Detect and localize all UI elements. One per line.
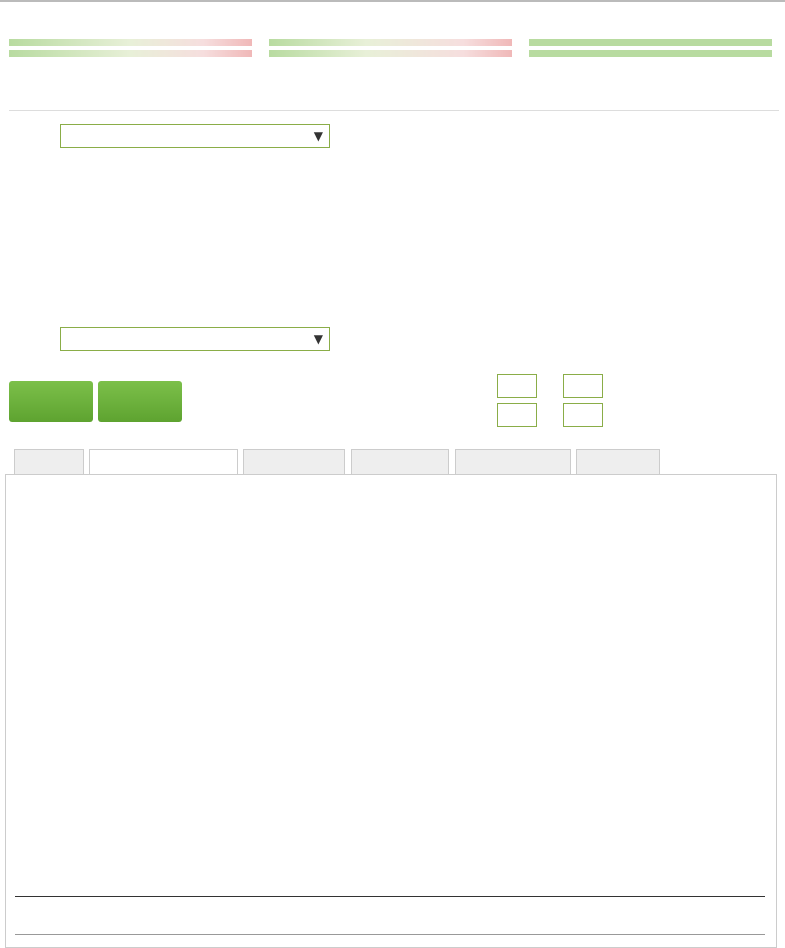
temperature-chart xyxy=(0,480,785,825)
tab-temperaturverlauf[interactable] xyxy=(89,449,238,476)
tab-feuchtigkeit[interactable] xyxy=(243,449,345,475)
uwert-meter xyxy=(9,37,252,61)
top-border xyxy=(0,0,785,2)
klima-innen-temp[interactable] xyxy=(497,374,537,398)
tab-hinweise[interactable] xyxy=(576,449,660,475)
hitze-meter xyxy=(529,37,772,61)
table-header-rule xyxy=(15,934,765,935)
innen-select[interactable]: ▼ xyxy=(60,124,330,148)
aussen-select[interactable]: ▼ xyxy=(60,327,330,351)
divider xyxy=(9,110,779,111)
balken-einfuegen-button[interactable] xyxy=(98,381,182,422)
tab-hitzeschutz[interactable] xyxy=(351,449,449,475)
klima-innen-humidity[interactable] xyxy=(563,374,603,398)
tab-amortisierung[interactable] xyxy=(455,449,571,475)
feuchte-meter xyxy=(269,37,512,61)
tab-u-wert[interactable] xyxy=(14,449,84,475)
klima-aussen-temp[interactable] xyxy=(497,403,537,427)
table-rule xyxy=(15,896,765,897)
schicht-einfuegen-button[interactable] xyxy=(9,381,93,422)
klima-aussen-humidity[interactable] xyxy=(563,403,603,427)
